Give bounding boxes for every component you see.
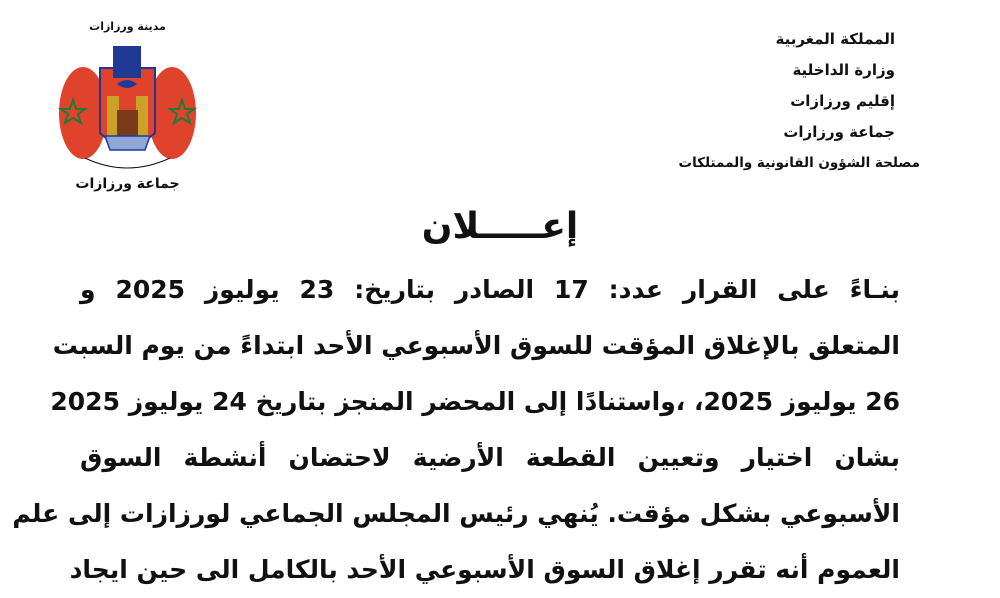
header-commune: جماعة ورزازات	[783, 123, 895, 141]
emblem-bottom-label: جماعة ورزازات	[75, 176, 180, 192]
body-line: بنـاءً على القرار عدد: 17 الصادر بتاريخ: 23 يوليوز 2025 و	[80, 275, 900, 304]
header-ministry: وزارة الداخلية	[792, 61, 895, 79]
letterhead	[654, 24, 920, 179]
announcement-body	[12, 262, 900, 598]
body-line: الأسبوعي بشكل مؤقت. يُنهي رئيس المجلس الجماعي لورزازات إلى علم	[12, 499, 900, 528]
header-department: مصلحة الشؤون القانونية والممتلكات	[678, 155, 920, 171]
body-line: العموم أنه تقرر إغلاق السوق الأسبوعي الأحد بالكامل الى حين ايجاد	[69, 555, 900, 584]
header-kingdom: المملكة المغربية	[775, 30, 895, 48]
page-title: إعـــــلان	[421, 206, 579, 247]
body-line: بشان اختيار وتعيين القطعة الأرضية لاحتضان أنشطة السوق	[80, 443, 900, 472]
body-line: المتعلق بالإغلاق المؤقت للسوق الأسبوعي الأحد ابتداءً من يوم السبت	[52, 331, 900, 360]
body-line: 26 يوليوز 2025، ،واستنادًا إلى المحضر المنجز بتاريخ 24 يوليوز 2025	[50, 387, 900, 416]
municipality-emblem	[55, 18, 200, 198]
emblem-icon	[55, 18, 200, 198]
header-province: إقليم ورزازات	[790, 92, 895, 110]
emblem-top-label: مدينة ورزازات	[89, 20, 166, 33]
